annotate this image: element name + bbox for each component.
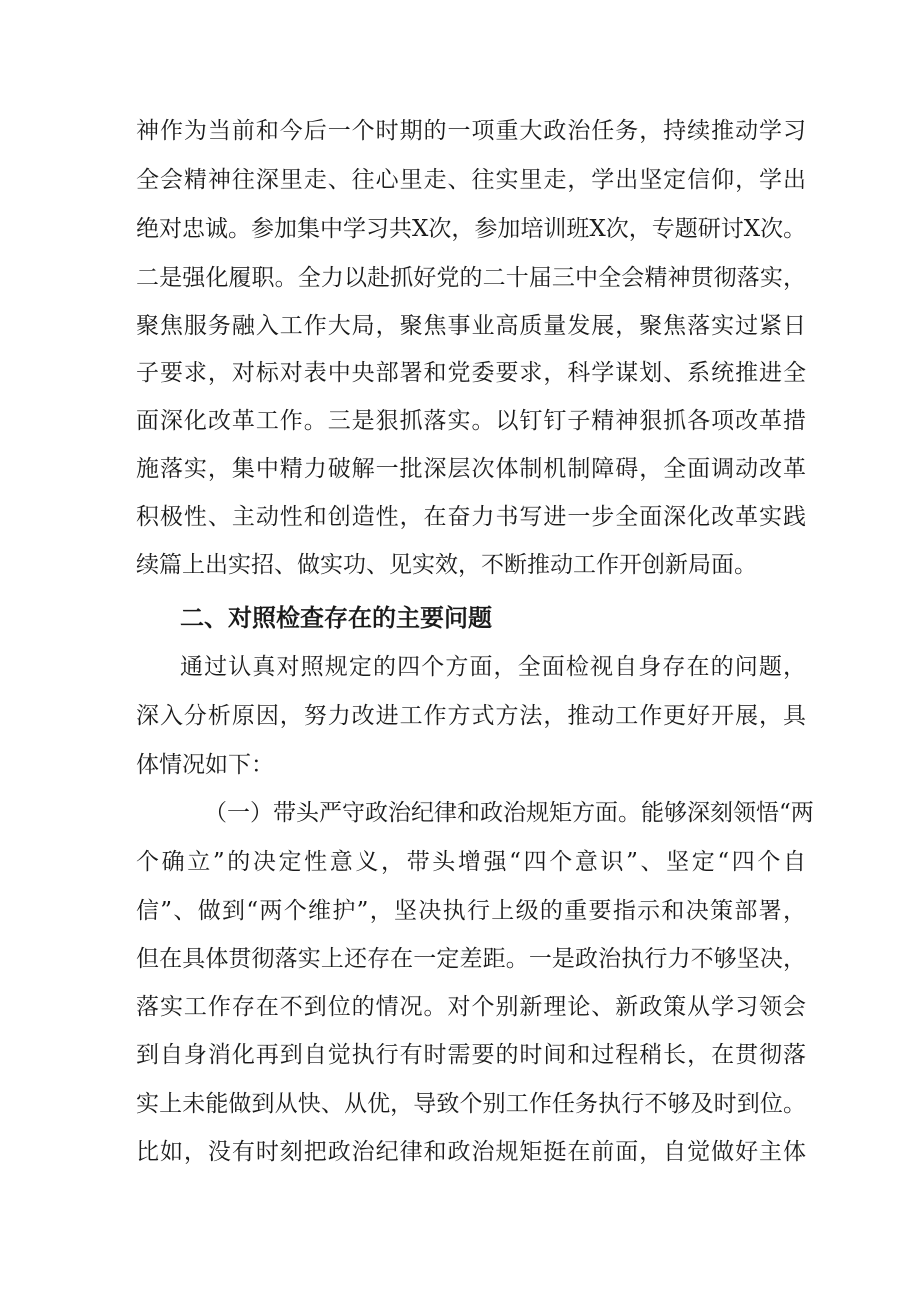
paragraph-line: 深入分析原因，努力改进工作方式方法，推动工作更好开展，具 [136,703,806,729]
paragraph-line: 到自身消化再到自觉执行有时需要的时间和过程稍长，在贯彻落 [136,1042,806,1068]
paragraph-line: 体情况如下： [136,752,274,778]
paragraph-line: （一）带头严守政治纪律和政治规矩方面。能够深刻领悟“两 [204,800,814,826]
paragraph-line: 但在具体贯彻落实上还存在一定差距。一是政治执行力不够坚决， [136,946,806,972]
paragraph-line: 落实工作存在不到位的情况。对个别新理论、新政策从学习领会 [136,994,806,1020]
paragraph-line: 面深化改革工作。三是狠抓落实。以钉钉子精神狠抓各项改革措 [136,408,806,434]
paragraph-line: 个确立”的决定性意义，带头增强“四个意识”、坚定“四个自 [136,849,806,875]
paragraph-line: 信”、做到“两个维护”，坚决执行上级的重要指示和决策部署， [136,898,806,924]
paragraph-line: 比如，没有时刻把政治纪律和政治规矩挺在前面，自觉做好主体 [136,1139,806,1165]
paragraph-line: 施落实，集中精力破解一批深层次体制机制障碍，全面调动改革 [136,456,806,482]
paragraph-line: 积极性、主动性和创造性，在奋力书写进一步全面深化改革实践 [136,504,806,530]
paragraph-line: 子要求，对标对表中央部署和党委要求，科学谋划、系统推进全 [136,360,806,386]
paragraph-line: 全会精神往深里走、往心里走、往实里走，学出坚定信仰，学出 [136,167,806,193]
paragraph-line: 续篇上出实招、做实功、见实效，不断推动工作开创新局面。 [136,552,757,578]
paragraph-line: 实上未能做到从快、从优，导致个别工作任务执行不够及时到位。 [136,1091,806,1117]
paragraph-line: 聚焦服务融入工作大局，聚焦事业高质量发展，聚焦落实过紧日 [136,313,806,339]
paragraph-line: 通过认真对照规定的四个方面，全面检视自身存在的问题， [180,654,806,680]
section-heading: 二、对照检查存在的主要问题 [180,604,492,632]
paragraph-line: 绝对忠诚。参加集中学习共X次，参加培训班X次，专题研讨X次。 [136,216,807,242]
paragraph-line: 二是强化履职。全力以赴抓好党的二十届三中全会精神贯彻落实， [136,265,806,291]
paragraph-line: 神作为当前和今后一个时期的一项重大政治任务，持续推动学习 [136,118,806,144]
